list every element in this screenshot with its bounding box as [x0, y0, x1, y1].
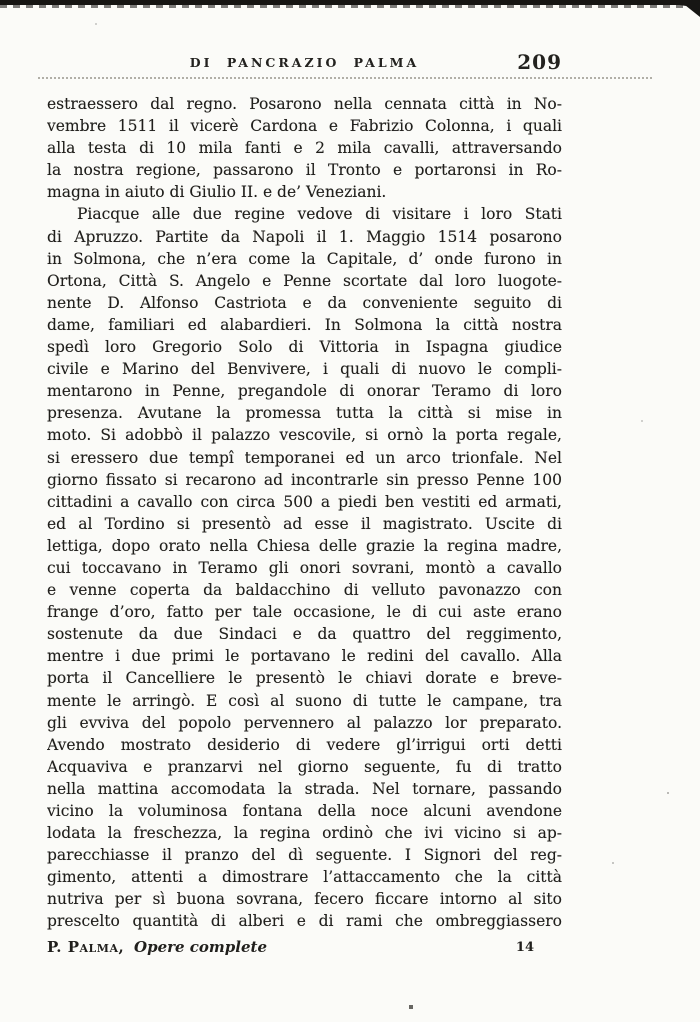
- text-line: estraessero dal regno. Posarono nella cennata città in No-: [47, 95, 562, 113]
- text-line: la nostra regione, passarono il Tronto e portaronsi in Ro-: [47, 161, 562, 180]
- text-line: e venne coperta da baldacchino di velluto pavonazzo con: [47, 581, 562, 600]
- text-line: prescelto quantità di alberi e di rami che ombreggiassero: [47, 912, 562, 931]
- text-line: sostenute da due Sindaci e da quattro del reggimento,: [47, 625, 562, 644]
- page-footer: [47, 936, 562, 960]
- running-header-title: DI PANCRAZIO PALMA: [189, 55, 420, 70]
- text-line: gimento, attenti a dimostrare l’attaccamento che la città: [47, 868, 562, 887]
- scan-edge-ragged: [0, 4, 700, 8]
- text-line: Acquaviva e pranzarvi nel giorno seguente, fu di tratto: [47, 757, 562, 776]
- text-line: presenza. Avutane la promessa tutta la città si mise in: [47, 404, 562, 423]
- text-line: alla testa di 10 mila fanti e 2 mila cavalli, attraversando: [47, 139, 562, 158]
- scan-noise-specks: [0, 0, 2, 2]
- text-line: frange d’oro, fatto per tale occasione, le di cui aste erano: [47, 603, 562, 622]
- text-line: mente le arringò. E così al suono di tutte le campane, tra: [47, 691, 562, 710]
- text-line: parecchiasse il pranzo del dì seguente. I Signori del reg-: [47, 846, 562, 865]
- page-body-text: [47, 93, 562, 933]
- text-line: civile e Marino del Benvivere, i quali di nuovo le compli-: [47, 360, 562, 379]
- text-line: si eressero due tempî temporanei ed un arco trionfale. Nel: [47, 448, 562, 467]
- text-line: Avendo mostrato desiderio di vedere gl’irrigui orti detti: [47, 735, 562, 754]
- text-line: gli evviva del popolo pervennero al palazzo lor preparato.: [47, 713, 562, 732]
- header-dotted-rule: [38, 74, 652, 79]
- signature-number: 14: [515, 940, 534, 955]
- text-line: vicino la voluminosa fontana della noce alcuni avendone: [47, 802, 562, 820]
- text-line: Piacque alle due regine vedove di visitare i loro Stati: [77, 205, 562, 224]
- text-line: porta il Cancelliere le presentò le chiavi dorate e breve-: [47, 669, 562, 688]
- text-line: vembre 1511 il vicerè Cardona e Fabrizio Colonna, i quali: [47, 117, 562, 136]
- text-line: giorno fissato si recarono ad incontrarle sin presso Penne 100: [47, 470, 562, 489]
- text-line: di Apruzzo. Partite da Napoli il 1. Maggio 1514 posarono: [47, 227, 562, 246]
- text-line: lodata la freschezza, la regina ordinò che ivi vicino si ap-: [47, 824, 562, 843]
- text-line: mentre i due primi le portavano le redini del cavallo. Alla: [47, 647, 562, 666]
- text-line: cui toccavano in Teramo gli onori sovrani, montò a cavallo: [47, 558, 562, 577]
- text-line: cittadini a cavallo con circa 500 a piedi ben vestiti ed armati,: [47, 492, 562, 511]
- footer-citation: [47, 938, 267, 956]
- page-number: 209: [517, 50, 562, 74]
- text-line: moto. Si adobbò il palazzo vescovile, si ornò la porta regale,: [47, 426, 562, 445]
- text-line: nella mattina accomodata la strada. Nel tornare, passando: [47, 779, 562, 798]
- footer-author-name: P. Palma,: [47, 938, 125, 956]
- text-line: in Solmona, che n’era come la Capitale, d’ onde furono in: [47, 249, 562, 268]
- text-line: nente D. Alfonso Castriota e da conveniente seguito di: [47, 293, 562, 312]
- text-line: lettiga, dopo orato nella Chiesa delle grazie la regina madre,: [47, 536, 562, 555]
- footer-work-title: Opere complete: [134, 938, 267, 956]
- running-header: [47, 46, 562, 72]
- text-line: magna in aiuto di Giulio II. e de’ Veneziani.: [47, 183, 387, 202]
- text-line: mentarono in Penne, pregandole di onorar Teramo di loro: [47, 382, 562, 401]
- text-line: spedì loro Gregorio Solo di Vittoria in Ispagna giudice: [47, 338, 562, 357]
- text-line: dame, familiari ed alabardieri. In Solmona la città nostra: [47, 315, 562, 334]
- text-line: ed al Tordino si presentò ad esse il magistrato. Uscite di: [47, 514, 562, 533]
- text-line: nutriva per sì buona sovrana, fecero ficcare intorno al sito: [47, 890, 562, 909]
- text-line: Ortona, Città S. Angelo e Penne scortate dal loro luogote-: [47, 271, 562, 290]
